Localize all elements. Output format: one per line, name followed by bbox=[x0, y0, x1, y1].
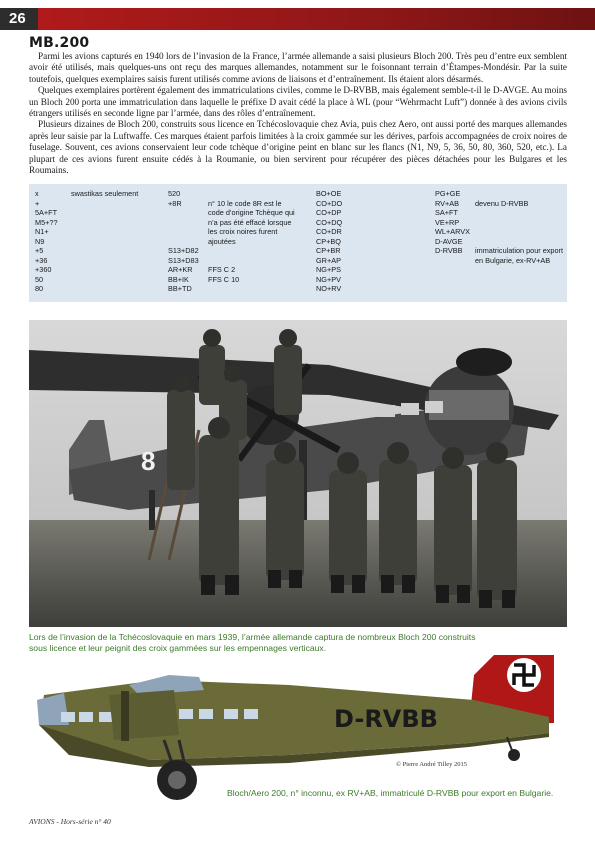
table-cell bbox=[71, 237, 166, 247]
table-cell bbox=[475, 284, 565, 294]
table-cell bbox=[168, 237, 210, 247]
table-cell bbox=[208, 284, 303, 294]
table-cell bbox=[71, 246, 166, 256]
table-cell: + bbox=[35, 198, 40, 208]
drawing-caption: Bloch/Aero 200, n° inconnu, ex RV+AB, immatriculé D-RVBB pour export en Bulgarie. bbox=[227, 788, 554, 798]
table-cell bbox=[71, 265, 166, 275]
table-cell bbox=[71, 227, 166, 237]
table-cell: +5 bbox=[35, 246, 44, 255]
table-cell bbox=[475, 189, 565, 199]
article-body bbox=[29, 51, 567, 176]
table-cell: n’a pas été effacé lorsque bbox=[208, 217, 292, 227]
table-cell: n° 10 le code 8R est le bbox=[208, 198, 282, 208]
historical-photo bbox=[29, 320, 567, 627]
table-cell: NO+RV bbox=[316, 284, 342, 293]
table-cell: CO+DO bbox=[316, 198, 343, 208]
table-cell: GR+AP bbox=[316, 255, 341, 265]
table-cell bbox=[475, 208, 565, 218]
table-cell: CO+DP bbox=[316, 208, 342, 217]
table-cell: CO+DR bbox=[316, 227, 342, 236]
table-cell bbox=[208, 246, 303, 256]
fuselage-code: 8 bbox=[141, 446, 156, 476]
registration-marking: D-RVBB bbox=[334, 705, 438, 733]
table-column-codes-3 bbox=[316, 189, 376, 294]
page-number: 26 bbox=[0, 8, 38, 30]
table-cell: SA+FT bbox=[435, 208, 458, 217]
table-cell: 50 bbox=[35, 274, 44, 284]
table-cell: S13+D83 bbox=[168, 255, 199, 265]
table-cell: swastikas seulement bbox=[71, 189, 139, 198]
table-cell: en Bulgarie, ex-RV+AB bbox=[475, 255, 551, 265]
page-header bbox=[0, 8, 595, 30]
table-cell: RV+AB bbox=[435, 198, 459, 208]
table-cell bbox=[168, 218, 210, 228]
table-cell: CO+DQ bbox=[316, 217, 343, 227]
table-cell bbox=[71, 208, 166, 218]
article-title: MB.200 bbox=[29, 35, 90, 51]
table-cell: BB+TD bbox=[168, 284, 192, 293]
table-cell bbox=[475, 227, 565, 237]
photo-caption: Lors de l’invasion de la Tchécoslovaquie en mars 1939, l’armée allemande captura de nombreux Bloch 200 construits sous licence et leur peignit des croix gammées sur les empennages verticaux. bbox=[29, 632, 476, 653]
table-cell: S13+D82 bbox=[168, 246, 199, 255]
table-cell: M5+?? bbox=[35, 217, 58, 227]
table-cell: ajoutées bbox=[208, 236, 236, 246]
table-cell: +36 bbox=[35, 255, 48, 265]
table-cell: NG+PS bbox=[316, 265, 341, 274]
table-cell: D-RVBB bbox=[435, 246, 463, 255]
table-cell: BB+IK bbox=[168, 274, 189, 284]
table-cell: N1+ bbox=[35, 227, 49, 236]
table-cell: +360 bbox=[35, 265, 52, 274]
table-cell: PG+GE bbox=[435, 189, 461, 198]
table-cell bbox=[71, 199, 166, 209]
table-cell bbox=[71, 256, 166, 266]
table-cell bbox=[208, 189, 303, 199]
paragraph-3: Plusieurs dizaines de Bloch 200, construits sous licence en Tchécoslovaquie chez Avia, puis chez Aero, ont aussi porté des marques allemandes après leur saisie par la Luftwaffe. Ces marques étaient parfois limitées à la croix gammée sur les dérives, parfois accompagnées de croix noires de fuselage. Souvent, ces avions conservaient leur code tchèque d’origine peint en blanc sur les flancs (N1, N9, 5, 36, 50, 80, 360, 520, etc.). La plupart de ces avions furent ensuite cédés à la Roumanie, ou bien servirent pour récupérer des pièces détachées pour les Bulgares et les Roumains. bbox=[29, 119, 567, 176]
table-cell bbox=[475, 275, 565, 285]
table-cell: devenu D-RVBB bbox=[475, 198, 529, 208]
table-cell bbox=[168, 208, 210, 218]
table-cell: les croix noires furent bbox=[208, 227, 278, 236]
table-cell bbox=[168, 227, 210, 237]
table-cell bbox=[208, 256, 303, 266]
drawing-copyright: © Pierre André Tilley 2015 bbox=[396, 761, 468, 768]
table-cell: code d’origine Tchèque qui bbox=[208, 208, 295, 217]
aircraft-profile-drawing bbox=[29, 655, 567, 805]
table-cell: VE+RP bbox=[435, 217, 460, 227]
page-footer: AVIONS - Hors-série n° 40 bbox=[29, 817, 111, 826]
table-column-notes-4 bbox=[475, 189, 565, 294]
table-cell: BO+OE bbox=[316, 189, 342, 198]
table-cell: CP+BQ bbox=[316, 236, 341, 246]
table-cell: +8R bbox=[168, 198, 182, 208]
table-cell: N9 bbox=[35, 236, 45, 246]
table-column-notes-1 bbox=[71, 189, 166, 294]
header-band bbox=[38, 8, 595, 30]
table-cell: x bbox=[35, 189, 39, 198]
table-cell: 80 bbox=[35, 284, 44, 293]
table-cell: NG+PV bbox=[316, 274, 341, 284]
paragraph-1: Parmi les avions capturés en 1940 lors de l’invasion de la France, l’armée allemande a saisi plusieurs Bloch 200. Très peu d’entre eux semblent avoir été utilisés, mais quelques-uns ont reçu des marques allemandes, notamment sur le foisonnant terrain d’Étampes-Mondésir. Par la suite toutefois, quelques exemplaires saisis furent utilisés comme avions de liaisons et d’entraînement. Ils étaient alors désarmés. bbox=[29, 51, 567, 84]
table-cell: WL+ARVX bbox=[435, 227, 470, 236]
table-cell: FFS C 10 bbox=[208, 274, 240, 284]
table-cell: immatriculation pour export bbox=[475, 246, 564, 255]
table-cell: AR+KR bbox=[168, 265, 193, 274]
markings-table bbox=[29, 184, 567, 302]
table-cell bbox=[71, 218, 166, 228]
table-column-notes-2 bbox=[208, 189, 303, 294]
paragraph-2: Quelques exemplaires portèrent également des immatriculations civiles, comme le D-RVBB, mais également semble-t-il le D-AVGE. Au moins un Bloch 200 porta une immatriculation dans laquelle le préfixe D avait cédé la place à WL (pour “Wehrmacht Luft”) donnée à des avions civils étrangers utilisés en seconde ligne par l’armée, dans des rôles d’entraînement. bbox=[29, 85, 567, 119]
table-cell: 520 bbox=[168, 189, 181, 198]
table-cell bbox=[71, 284, 166, 294]
table-cell: FFS C 2 bbox=[208, 265, 236, 274]
table-cell: CP+BR bbox=[316, 246, 341, 255]
table-cell bbox=[475, 218, 565, 228]
table-cell bbox=[71, 275, 166, 285]
table-cell bbox=[475, 265, 565, 275]
table-column-codes-2 bbox=[168, 189, 210, 294]
table-cell bbox=[475, 237, 565, 247]
table-cell: 5A+FT bbox=[35, 208, 58, 217]
table-cell: D-AVGE bbox=[435, 236, 463, 246]
